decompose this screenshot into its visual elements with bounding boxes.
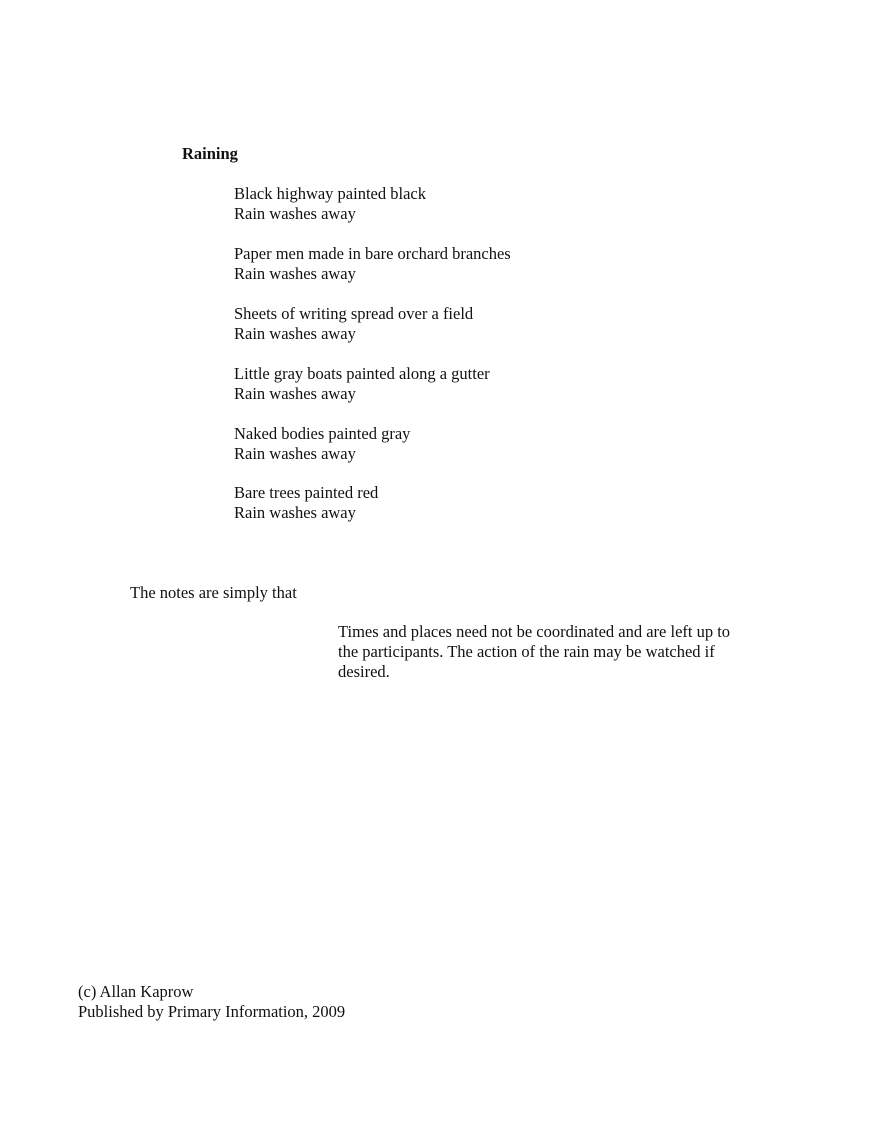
stanza-line: Sheets of writing spread over a field bbox=[234, 304, 474, 323]
stanza-line: Bare trees painted red bbox=[234, 483, 379, 502]
notes-line: desired. bbox=[338, 662, 390, 681]
refrain-line: Rain washes away bbox=[234, 503, 356, 522]
stanza bbox=[234, 304, 473, 344]
refrain-line: Rain washes away bbox=[234, 264, 356, 283]
notes-lead: The notes are simply that bbox=[130, 583, 297, 602]
footer bbox=[78, 982, 345, 1022]
stanza bbox=[234, 364, 490, 404]
refrain-line: Rain washes away bbox=[234, 444, 356, 463]
refrain-line: Rain washes away bbox=[234, 384, 356, 403]
stanza bbox=[234, 424, 410, 464]
stanza-line: Little gray boats painted along a gutter bbox=[234, 364, 490, 383]
refrain-line: Rain washes away bbox=[234, 204, 356, 223]
stanza bbox=[234, 244, 511, 284]
stanza-line: Naked bodies painted gray bbox=[234, 424, 411, 443]
stanza-line: Paper men made in bare orchard branches bbox=[234, 244, 511, 263]
publisher: Published by Primary Information, 2009 bbox=[78, 1002, 346, 1021]
refrain-line: Rain washes away bbox=[234, 324, 356, 343]
stanza bbox=[234, 483, 378, 523]
stanza-line: Black highway painted black bbox=[234, 184, 426, 203]
stanza bbox=[234, 184, 426, 224]
notes-body bbox=[338, 622, 758, 682]
poem-title: Raining bbox=[182, 144, 238, 163]
copyright: (c) Allan Kaprow bbox=[78, 982, 194, 1001]
notes-line: the participants. The action of the rain may be watched if bbox=[338, 642, 715, 661]
notes-line: Times and places need not be coordinated and are left up to bbox=[338, 622, 731, 641]
